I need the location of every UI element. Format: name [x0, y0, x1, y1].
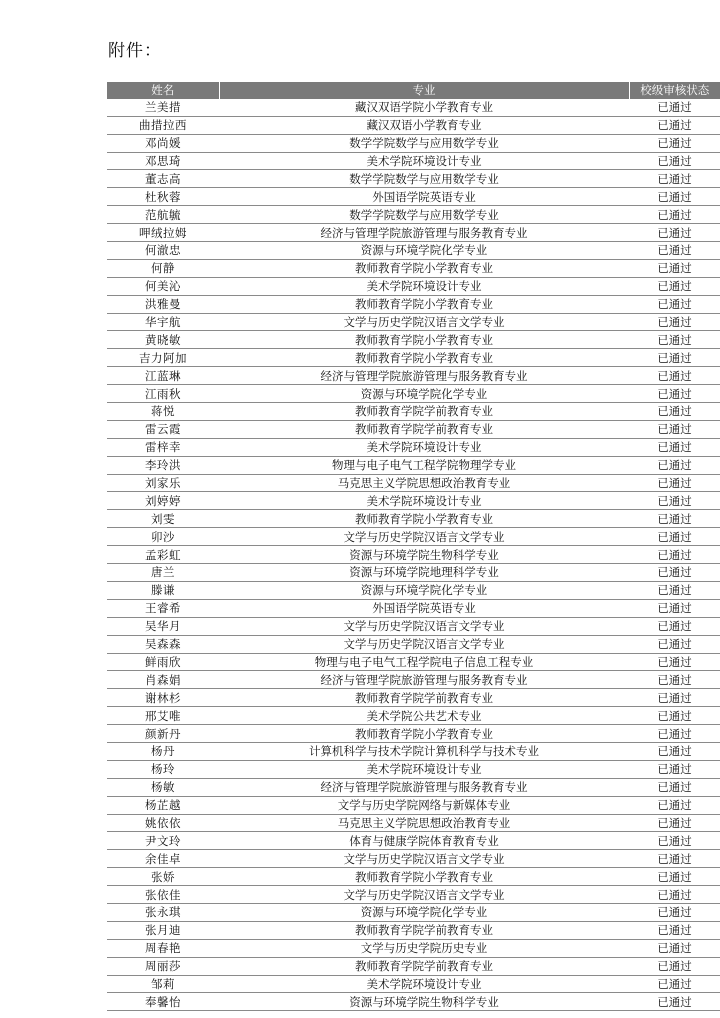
student-name-cell: 范航毓	[107, 206, 219, 224]
major-cell: 教师教育学院学前教育专业	[219, 689, 629, 707]
approval-status-cell: 已通过	[629, 653, 720, 671]
table-row	[107, 528, 720, 546]
major-cell: 教师教育学院小学教育专业	[219, 295, 629, 313]
major-cell: 资源与环境学院地理科学专业	[219, 564, 629, 582]
table-row	[107, 510, 720, 528]
approval-status-cell: 已通过	[629, 814, 720, 832]
student-name-cell: 邓思琦	[107, 152, 219, 170]
column-header-name: 姓名	[107, 82, 219, 99]
table-row	[107, 796, 720, 814]
major-cell: 美术学院公共艺术专业	[219, 707, 629, 725]
table-row	[107, 206, 720, 224]
major-cell: 外国语学院英语专业	[219, 188, 629, 206]
approval-status-cell: 已通过	[629, 259, 720, 277]
table-row	[107, 760, 720, 778]
approval-status-cell: 已通过	[629, 760, 720, 778]
student-name-cell: 滕谦	[107, 581, 219, 599]
table-row	[107, 331, 720, 349]
major-cell: 文学与历史学院汉语言文学专业	[219, 313, 629, 331]
table-row	[107, 725, 720, 743]
student-name-cell: 吴森森	[107, 635, 219, 653]
approval-status-cell: 已通过	[629, 206, 720, 224]
approval-status-cell: 已通过	[629, 313, 720, 331]
approval-status-cell: 已通过	[629, 224, 720, 242]
student-name-cell: 吴华月	[107, 617, 219, 635]
approval-status-cell: 已通过	[629, 277, 720, 295]
table-row	[107, 903, 720, 921]
approval-status-cell: 已通过	[629, 188, 720, 206]
major-cell: 教师教育学院学前教育专业	[219, 957, 629, 975]
student-name-cell: 何静	[107, 259, 219, 277]
major-cell: 数学学院数学与应用数学专业	[219, 134, 629, 152]
major-cell: 教师教育学院小学教育专业	[219, 868, 629, 886]
approval-status-cell: 已通过	[629, 671, 720, 689]
major-cell: 教师教育学院小学教育专业	[219, 349, 629, 367]
student-name-cell: 颜新丹	[107, 725, 219, 743]
approval-status-cell: 已通过	[629, 832, 720, 850]
approval-status-cell: 已通过	[629, 957, 720, 975]
major-cell: 文学与历史学院汉语言文学专业	[219, 886, 629, 904]
student-name-cell: 余佳卓	[107, 850, 219, 868]
student-name-cell: 刘雯	[107, 510, 219, 528]
approval-status-cell: 已通过	[629, 367, 720, 385]
student-name-cell: 卯沙	[107, 528, 219, 546]
table-row	[107, 259, 720, 277]
student-name-cell: 杨敏	[107, 778, 219, 796]
student-name-cell: 刘家乐	[107, 474, 219, 492]
approval-status-cell: 已通过	[629, 438, 720, 456]
student-name-cell: 刘婷婷	[107, 492, 219, 510]
student-name-cell: 尹文玲	[107, 832, 219, 850]
student-name-cell: 江蓝琳	[107, 367, 219, 385]
approval-status-cell: 已通过	[629, 331, 720, 349]
table-row	[107, 456, 720, 474]
major-cell: 资源与环境学院化学专业	[219, 385, 629, 403]
approval-status-cell: 已通过	[629, 170, 720, 188]
approval-status-cell: 已通过	[629, 886, 720, 904]
major-cell: 文学与历史学院汉语言文学专业	[219, 850, 629, 868]
approval-status-cell: 已通过	[629, 492, 720, 510]
student-name-cell: 华宇航	[107, 313, 219, 331]
table-row	[107, 277, 720, 295]
student-name-cell: 杨玲	[107, 760, 219, 778]
table-row	[107, 224, 720, 242]
student-name-cell: 呷绒拉姆	[107, 224, 219, 242]
major-cell: 文学与历史学院网络与新媒体专业	[219, 796, 629, 814]
major-cell: 教师教育学院小学教育专业	[219, 725, 629, 743]
table-row	[107, 438, 720, 456]
table-row	[107, 921, 720, 939]
student-name-cell: 黄晓敏	[107, 331, 219, 349]
table-row	[107, 295, 720, 313]
approval-status-cell: 已通过	[629, 599, 720, 617]
table-row	[107, 420, 720, 438]
student-name-cell: 姚依依	[107, 814, 219, 832]
major-cell: 教师教育学院学前教育专业	[219, 420, 629, 438]
approval-status-cell: 已通过	[629, 152, 720, 170]
student-name-cell: 吉力阿加	[107, 349, 219, 367]
student-name-cell: 邹莉	[107, 975, 219, 993]
approval-status-cell: 已通过	[629, 689, 720, 707]
major-cell: 资源与环境学院化学专业	[219, 903, 629, 921]
student-name-cell: 何澈忠	[107, 242, 219, 260]
approval-status-cell: 已通过	[629, 403, 720, 421]
major-cell: 教师教育学院学前教育专业	[219, 921, 629, 939]
table-row	[107, 993, 720, 1011]
approval-status-cell: 已通过	[629, 99, 720, 116]
approval-status-cell: 已通过	[629, 564, 720, 582]
table-row	[107, 635, 720, 653]
table-row	[107, 653, 720, 671]
major-cell: 马克思主义学院思想政治教育专业	[219, 474, 629, 492]
table-row	[107, 707, 720, 725]
table-row	[107, 975, 720, 993]
approval-status-cell: 已通过	[629, 707, 720, 725]
student-name-cell: 兰美措	[107, 99, 219, 116]
table-row	[107, 957, 720, 975]
major-cell: 美术学院环境设计专业	[219, 277, 629, 295]
table-row	[107, 599, 720, 617]
approval-status-cell: 已通过	[629, 456, 720, 474]
table-row	[107, 367, 720, 385]
student-name-cell: 杜秋蓉	[107, 188, 219, 206]
student-name-cell: 周春艳	[107, 939, 219, 957]
table-row	[107, 581, 720, 599]
major-cell: 资源与环境学院生物科学专业	[219, 546, 629, 564]
major-cell: 教师教育学院小学教育专业	[219, 259, 629, 277]
major-cell: 体育与健康学院体育教育专业	[219, 832, 629, 850]
header-row	[107, 82, 720, 99]
table-row	[107, 116, 720, 134]
table-row	[107, 778, 720, 796]
table-row	[107, 313, 720, 331]
approval-status-cell: 已通过	[629, 796, 720, 814]
table-row	[107, 564, 720, 582]
major-cell: 美术学院环境设计专业	[219, 760, 629, 778]
major-cell: 藏汉双语小学教育专业	[219, 116, 629, 134]
approval-table	[107, 82, 720, 1011]
student-name-cell: 洪雅曼	[107, 295, 219, 313]
table-body	[107, 99, 720, 1011]
major-cell: 物理与电子电气工程学院物理学专业	[219, 456, 629, 474]
major-cell: 经济与管理学院旅游管理与服务教育专业	[219, 671, 629, 689]
student-name-cell: 孟彩虹	[107, 546, 219, 564]
approval-status-cell: 已通过	[629, 939, 720, 957]
student-name-cell: 张娇	[107, 868, 219, 886]
major-cell: 藏汉双语学院小学教育专业	[219, 99, 629, 116]
major-cell: 资源与环境学院化学专业	[219, 242, 629, 260]
table-row	[107, 385, 720, 403]
student-name-cell: 谢林杉	[107, 689, 219, 707]
approval-status-cell: 已通过	[629, 134, 720, 152]
table-row	[107, 152, 720, 170]
student-name-cell: 邓尚媛	[107, 134, 219, 152]
approval-status-cell: 已通过	[629, 116, 720, 134]
approval-status-cell: 已通过	[629, 778, 720, 796]
student-name-cell: 邢艾唯	[107, 707, 219, 725]
major-cell: 资源与环境学院化学专业	[219, 581, 629, 599]
table-header	[107, 82, 720, 99]
major-cell: 美术学院环境设计专业	[219, 492, 629, 510]
major-cell: 文学与历史学院汉语言文学专业	[219, 528, 629, 546]
approval-status-cell: 已通过	[629, 993, 720, 1011]
student-name-cell: 雷梓幸	[107, 438, 219, 456]
table-row	[107, 170, 720, 188]
major-cell: 经济与管理学院旅游管理与服务教育专业	[219, 224, 629, 242]
approval-status-cell: 已通过	[629, 581, 720, 599]
table-row	[107, 474, 720, 492]
table-row	[107, 742, 720, 760]
student-name-cell: 鲜雨欣	[107, 653, 219, 671]
major-cell: 马克思主义学院思想政治教育专业	[219, 814, 629, 832]
major-cell: 经济与管理学院旅游管理与服务教育专业	[219, 367, 629, 385]
student-name-cell: 何美沁	[107, 277, 219, 295]
approval-status-cell: 已通过	[629, 510, 720, 528]
major-cell: 资源与环境学院生物科学专业	[219, 993, 629, 1011]
major-cell: 物理与电子电气工程学院电子信息工程专业	[219, 653, 629, 671]
column-header-status: 校级审核状态	[629, 82, 720, 99]
student-name-cell: 张永琪	[107, 903, 219, 921]
table-row	[107, 868, 720, 886]
table-row	[107, 403, 720, 421]
table-row	[107, 886, 720, 904]
table-row	[107, 689, 720, 707]
approval-status-cell: 已通过	[629, 385, 720, 403]
table-row	[107, 939, 720, 957]
table-row	[107, 546, 720, 564]
major-cell: 美术学院环境设计专业	[219, 438, 629, 456]
approval-status-cell: 已通过	[629, 349, 720, 367]
approval-status-cell: 已通过	[629, 903, 720, 921]
major-cell: 文学与历史学院汉语言文学专业	[219, 635, 629, 653]
approval-status-cell: 已通过	[629, 868, 720, 886]
major-cell: 计算机科学与技术学院计算机科学与技术专业	[219, 742, 629, 760]
approval-status-cell: 已通过	[629, 635, 720, 653]
table-row	[107, 242, 720, 260]
student-name-cell: 奉馨怡	[107, 993, 219, 1011]
table-row	[107, 617, 720, 635]
approval-status-cell: 已通过	[629, 295, 720, 313]
approval-status-cell: 已通过	[629, 474, 720, 492]
table-row	[107, 134, 720, 152]
major-cell: 美术学院环境设计专业	[219, 152, 629, 170]
student-name-cell: 曲措拉西	[107, 116, 219, 134]
student-name-cell: 肖森娟	[107, 671, 219, 689]
student-name-cell: 李玲洪	[107, 456, 219, 474]
approval-status-cell: 已通过	[629, 921, 720, 939]
table-row	[107, 850, 720, 868]
attachment-heading: 附件：	[108, 41, 162, 61]
table-row	[107, 99, 720, 116]
student-name-cell: 张月迪	[107, 921, 219, 939]
major-cell: 文学与历史学院汉语言文学专业	[219, 617, 629, 635]
major-cell: 数学学院数学与应用数学专业	[219, 206, 629, 224]
major-cell: 教师教育学院小学教育专业	[219, 331, 629, 349]
approval-status-cell: 已通过	[629, 420, 720, 438]
table-row	[107, 492, 720, 510]
table-row	[107, 832, 720, 850]
approval-status-cell: 已通过	[629, 850, 720, 868]
major-cell: 外国语学院英语专业	[219, 599, 629, 617]
student-name-cell: 雷云霞	[107, 420, 219, 438]
student-name-cell: 江雨秋	[107, 385, 219, 403]
major-cell: 文学与历史学院历史专业	[219, 939, 629, 957]
table-row	[107, 349, 720, 367]
approval-status-cell: 已通过	[629, 742, 720, 760]
student-name-cell: 杨芷越	[107, 796, 219, 814]
approval-status-cell: 已通过	[629, 546, 720, 564]
major-cell: 经济与管理学院旅游管理与服务教育专业	[219, 778, 629, 796]
table-row	[107, 814, 720, 832]
table-row	[107, 188, 720, 206]
student-name-cell: 杨丹	[107, 742, 219, 760]
approval-status-cell: 已通过	[629, 975, 720, 993]
student-name-cell: 王睿希	[107, 599, 219, 617]
major-cell: 教师教育学院小学教育专业	[219, 510, 629, 528]
approval-status-cell: 已通过	[629, 725, 720, 743]
table-row	[107, 671, 720, 689]
major-cell: 数学学院数学与应用数学专业	[219, 170, 629, 188]
major-cell: 美术学院环境设计专业	[219, 975, 629, 993]
student-name-cell: 董志高	[107, 170, 219, 188]
major-cell: 教师教育学院学前教育专业	[219, 403, 629, 421]
approval-status-cell: 已通过	[629, 617, 720, 635]
student-name-cell: 蒋悦	[107, 403, 219, 421]
student-name-cell: 唐兰	[107, 564, 219, 582]
student-name-cell: 张依佳	[107, 886, 219, 904]
column-header-major: 专业	[219, 82, 629, 99]
approval-status-cell: 已通过	[629, 242, 720, 260]
approval-status-cell: 已通过	[629, 528, 720, 546]
student-name-cell: 周丽莎	[107, 957, 219, 975]
